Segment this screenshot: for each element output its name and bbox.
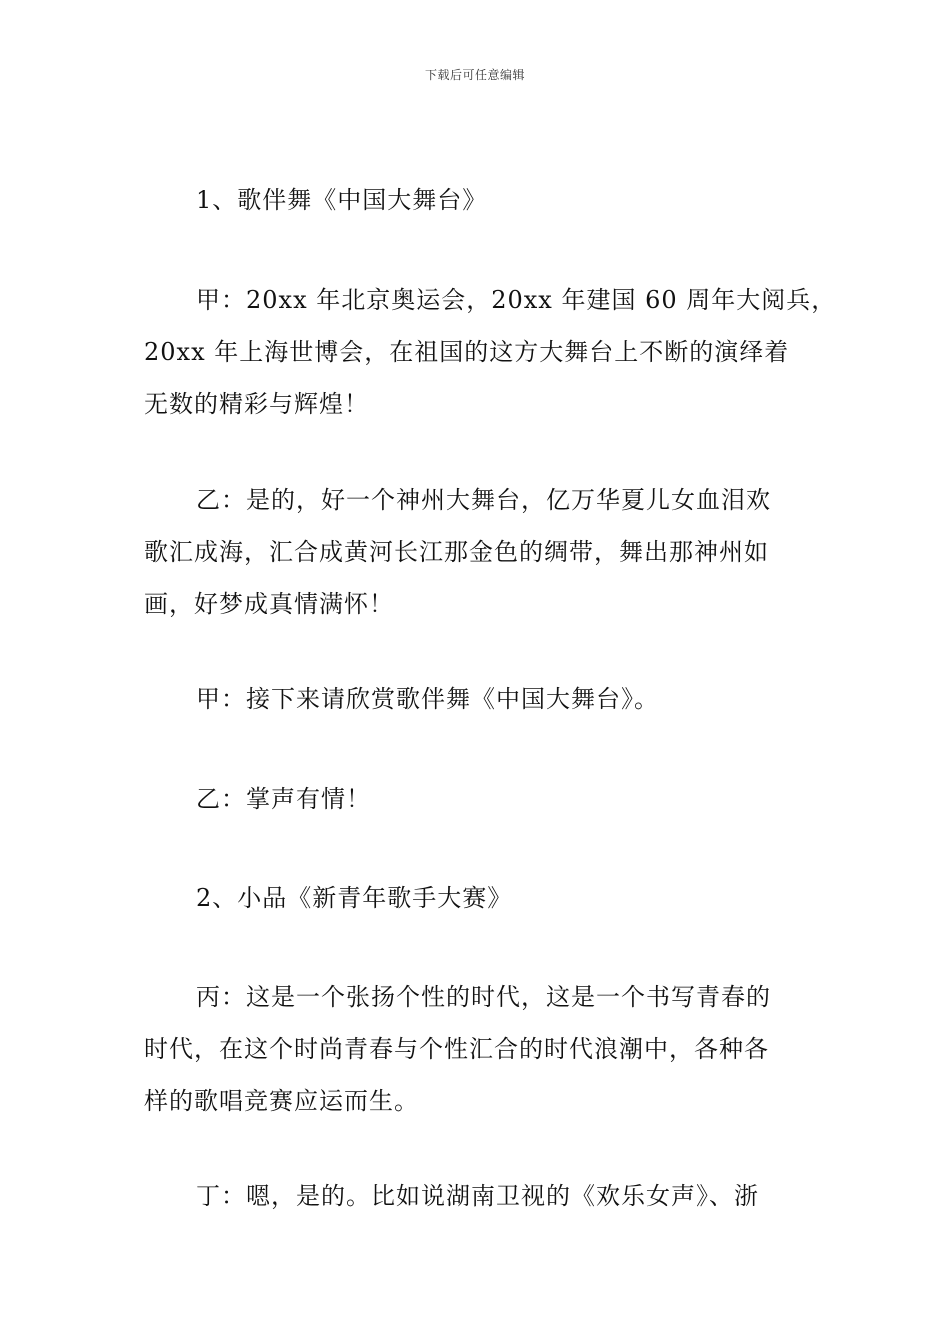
dialogue-paragraph <box>144 1170 816 1222</box>
text-line: 时代，在这个时尚青春与个性汇合的时代浪潮中，各种各 <box>144 1035 769 1063</box>
text-line: 画，好梦成真情满怀！ <box>144 590 394 618</box>
dialogue-paragraph <box>144 673 816 725</box>
dialogue-paragraph <box>144 274 837 430</box>
text-line: 2、小品《新青年歌手大赛》 <box>196 884 513 912</box>
section-heading-1 <box>144 174 816 226</box>
dialogue-paragraph <box>144 773 816 825</box>
text-line: 甲：20xx 年北京奥运会，20xx 年建国 60 周年大阅兵， <box>196 286 837 314</box>
text-line: 20xx 年上海世博会，在祖国的这方大舞台上不断的演绎着 <box>144 338 790 366</box>
dialogue-paragraph <box>144 474 816 630</box>
text-line: 乙：是的，好一个神州大舞台，亿万华夏儿女血泪欢 <box>196 486 771 514</box>
text-line: 丙：这是一个张扬个性的时代，这是一个书写青春的 <box>196 983 771 1011</box>
section-heading-2 <box>144 872 816 924</box>
text-line: 乙：掌声有情！ <box>196 785 371 813</box>
text-line: 无数的精彩与辉煌！ <box>144 390 369 418</box>
text-line: 歌汇成海，汇合成黄河长江那金色的绸带，舞出那神州如 <box>144 538 769 566</box>
page-header-note: 下载后可任意编辑 <box>424 68 525 82</box>
text-line: 1、歌伴舞《中国大舞台》 <box>196 186 488 214</box>
text-line: 样的歌唱竞赛应运而生。 <box>144 1087 419 1115</box>
dialogue-paragraph <box>144 971 816 1127</box>
text-line: 丁：嗯，是的。比如说湖南卫视的《欢乐女声》、浙 <box>196 1182 759 1210</box>
text-line: 甲：接下来请欣赏歌伴舞《中国大舞台》。 <box>196 685 659 713</box>
